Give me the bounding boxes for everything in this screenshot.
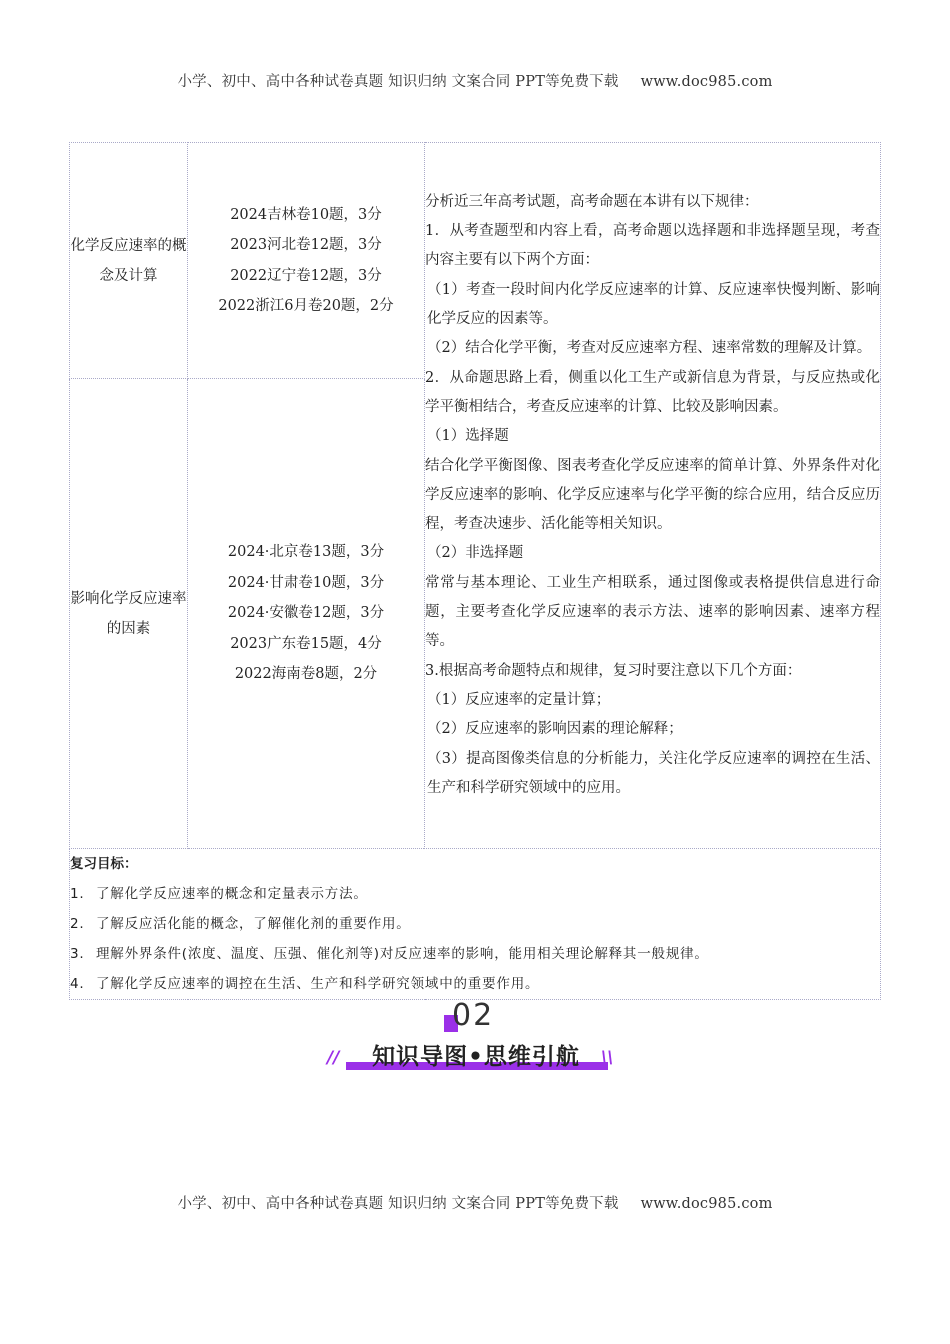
exam-item: 2024·甘肃卷10题，3分 [227, 574, 385, 591]
section-title: 知识导图•思维引航 [372, 1044, 580, 1070]
analysis-line: （2）结合化学平衡，考查对反应速率方程、速率常数的理解及计算。 [427, 340, 872, 357]
analysis-line: 常常与基本理论、工业生产相联系，通过图像或表格提供信息进行命题，主要考查化学反应速率的表示方法、速率的影响因素、速率方程等。 [425, 574, 880, 650]
section-banner [327, 998, 620, 1082]
page-footer [0, 1192, 950, 1213]
exam-item: 2024·安徽卷12题，3分 [227, 605, 385, 622]
goal-text: 了解反应活化能的概念，了解催化剂的重要作用。 [96, 916, 411, 932]
header-text: 小学、初中、高中各种试卷真题 知识归纳 文案合同 PPT等免费下载 [177, 74, 619, 90]
analysis-line: （1）考查一段时间内化学反应速率的计算、反应速率快慢判断、影响化学反应的因素等。 [427, 281, 880, 328]
analysis-line: （2）非选择题 [427, 545, 524, 562]
right-slash-decoration: \\ [601, 1048, 614, 1068]
goal-text: 了解化学反应速率的调控在生活、生产和科学研究领域中的重要作用。 [96, 976, 540, 992]
goal-number: 2. [70, 916, 85, 932]
goals-title: 复习目标： [70, 856, 138, 872]
header-url[interactable]: www.doc985.com [640, 74, 773, 90]
page-header [0, 70, 950, 91]
exam-item: 2023河北卷12题，3分 [230, 237, 382, 253]
review-goals-cell [70, 849, 881, 1000]
goal-item [70, 969, 880, 999]
left-slash-decoration: // [327, 1048, 340, 1068]
exam-list-cell [188, 379, 425, 849]
analysis-line: 结合化学平衡图像、图表考查化学反应速率的简单计算、外界条件对化学反应速率的影响、化学反应速率与化学平衡的综合应用，结合反应历程，考查决速步、活化能等相关知识。 [425, 457, 880, 533]
analysis-line: 3.根据高考命题特点和规律，复习时要注意以下几个方面： [425, 662, 802, 679]
goal-text: 了解化学反应速率的概念和定量表示方法。 [96, 886, 368, 902]
analysis-line: 分析近三年高考试题，高考命题在本讲有以下规律： [425, 193, 759, 210]
goal-item [70, 909, 880, 939]
goal-item [70, 879, 880, 909]
exam-item: 2024·北京卷13题，3分 [227, 544, 385, 561]
analysis-line: （2）反应速率的影响因素的理论解释； [427, 721, 683, 738]
goal-item [70, 939, 880, 969]
goal-number: 1. [70, 886, 85, 902]
exam-item: 2022浙江6月卷20题，2分 [218, 298, 394, 314]
exam-item: 2022海南卷8题，2分 [234, 666, 378, 683]
exam-item: 2022辽宁卷12题，3分 [230, 267, 382, 284]
analysis-line: （1）选择题 [427, 428, 509, 445]
goals-row [70, 849, 881, 1000]
exam-list-cell [188, 143, 425, 379]
analysis-line: 2．从命题思路上看，侧重以化工生产或新信息为背景，与反应热或化学平衡相结合，考查反应速率的计算、比较及影响因素。 [425, 369, 880, 415]
exam-item: 2023广东卷15题，4分 [230, 635, 382, 652]
exam-item: 2024吉林卷10题，3分 [230, 206, 382, 223]
goal-text: 理解外界条件(浓度、温度、压强、催化剂等)对反应速率的影响，能用相关理论解释其一般规律。 [96, 946, 709, 962]
footer-text: 小学、初中、高中各种试卷真题 知识归纳 文案合同 PPT等免费下载 [177, 1196, 619, 1212]
section-number: 02 [452, 998, 495, 1033]
analysis-line: （3）提高图像类信息的分析能力，关注化学反应速率的调控在生活、生产和科学研究领域中的应用。 [427, 750, 880, 796]
topic-cell: 影响化学反应速率的因素 [70, 379, 188, 849]
analysis-cell [425, 143, 881, 849]
goal-number: 4. [70, 976, 85, 992]
analysis-line: 1．从考查题型和内容上看，高考命题以选择题和非选择题呈现，考查内容主要有以下两个方面： [425, 223, 880, 269]
goal-number: 3. [70, 946, 85, 962]
analysis-line: （1）反应速率的定量计算； [427, 691, 611, 708]
footer-url[interactable]: www.doc985.com [640, 1196, 773, 1212]
topic-cell: 化学反应速率的概念及计算 [70, 143, 188, 379]
exam-analysis-table [69, 142, 881, 1000]
table-row [70, 143, 881, 379]
